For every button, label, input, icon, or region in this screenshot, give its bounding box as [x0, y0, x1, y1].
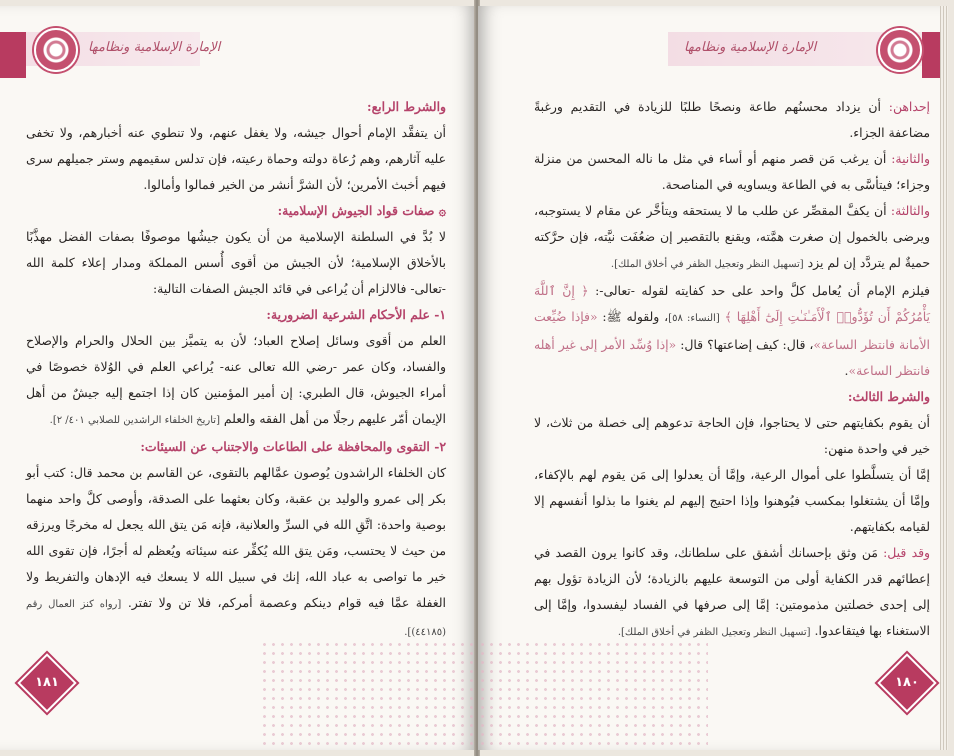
trust-quote-end: . — [844, 363, 849, 378]
third-outcome-text — [534, 198, 930, 278]
quran-verse-ref: [النساء: ٥٨] — [668, 313, 720, 324]
sharia-knowledge-ref: [تاريخ الخلفاء الراشدين للصلابي ٤٠١/ ٢]. — [49, 415, 220, 426]
heading-sharia-knowledge: ١- علم الأحكام الشرعية الضرورية: — [266, 307, 446, 322]
second-outcome-lead: والثانية: — [891, 151, 930, 166]
left-header-title: الإمارة الإسلامية ونظامها — [88, 40, 221, 55]
commanders-intro-text: لا بُدَّ في السلطنة الإسلامية من أن يكون جيشُها موصوفًا بصفات الفضل مهذَّبًا بالأخلاق الإسلامية؛ لأن الجيش من أقوى أُسس المملكة ومدار إعلاء كلمة الله -تعالى- فالالزام أن يُراعى في قائد الجيش الصفات التالية: — [26, 229, 446, 296]
saying-body: مَن وثق بإحسانك أشفق على سلطانك، وقد كانوا يرون القصد في إعطائهم قدر الكفاية أولى من التوسعة عليهم بالزيادة؛ لأن الزيادة تؤول بهم إلى إحدى خصلتين مذمومتين: إمَّا إلى صرفها في الفساد ليفسدوا، وإمَّا إلى الاستغناء بها فيتقاعدوا. — [534, 545, 930, 638]
first-outcome-lead: إحداهن: — [888, 99, 930, 114]
saying-lead: وقد قيل: — [883, 545, 930, 560]
piety-text — [26, 460, 446, 646]
sharia-knowledge-text — [26, 328, 446, 434]
right-header-seal-icon — [878, 28, 922, 72]
right-page-number-badge — [877, 653, 936, 712]
right-page-body — [534, 94, 930, 646]
left-page — [0, 6, 476, 750]
condition-three-heading: والشرط الثالث: — [847, 389, 930, 404]
hadith-question: ، قال: كيف إضاعتها؟ قال: — [680, 337, 814, 352]
three-traits-text: إمَّا أن يتسلَّطوا على أموال الرعية، وإمَّا أن يعدلوا إلى مَن يقوم لهم بالإكفاء، وإمَّا أن يشتغلوا بمكسب فيُوهنوا وإذا احتيج إليهم لم يغنوا ما بذلوا أنفسهم إلا لقيامه بكفايتهم. — [534, 467, 930, 534]
section-heading-commanders: ۞ صفات قواد الجيوش الإسلامية: — [277, 203, 446, 218]
hadith-quote-two: «إذا وُسِّد الأمر إلى غير أهله فانتظر الساعة» — [534, 337, 930, 378]
first-outcome-body: أن يزداد محسنُهم طاعة ونصحًا طلبًا للزيادة في التقديم ورغبةً مضاعفة الجزاء. — [534, 99, 930, 140]
third-outcome-lead: والثالثة: — [890, 203, 930, 218]
condition-three-text: أن يقوم بكفايتهم حتى لا يحتاجوا، فإن الحاجة تدعوهم إلى خصلة من ثلاث، لا خير في واحدة منهن: — [534, 415, 930, 456]
right-header-title: الإمارة الإسلامية ونظامها — [684, 40, 817, 55]
sharia-knowledge-body: العلم من أقوى وسائل إصلاح العباد؛ لأن به يتميَّز بين الحلال والحرام والإصلاح والفساد، وكان عمر -رضي الله تعالى عنه- يُراعي العلم في الوُلاة خصوصًا في أمراء الجيوش، قال الطبري: إن أمير المؤمنين كان إذا اجتمع إليه جيشٌ من أهل الإيمان أمّر عليهم رجلًا من أهل الفقه والعلم — [26, 333, 446, 426]
first-outcome-text — [534, 94, 930, 146]
trust-quote-paragraph — [534, 278, 930, 384]
left-header-tab — [0, 32, 26, 78]
right-page-header — [478, 32, 948, 66]
right-page-dot-pattern — [478, 640, 708, 750]
third-outcome-ref: [تسهيل النظر وتعجيل الظفر في أخلاق الملك]. — [610, 259, 804, 270]
second-outcome-body: أن يرغب مَن قصر منهم أو أساء في مثل ما ناله المحسن من منزلة وجزاء؛ فيتأسَّى به في الطاعة ويساويه في المناصحة. — [534, 151, 930, 192]
hadith-quote-one: «فإذا ضُيِّعت الأمانة فانتظر الساعة» — [534, 309, 930, 352]
trust-quote-intro: فيلزم الإمام أن يُعامل كلَّ واحد على حد كفايته لقوله -تعالى-: — [595, 283, 930, 298]
left-header-seal-icon — [34, 28, 78, 72]
saying-paragraph — [534, 540, 930, 646]
quran-verse: ﴿ إِنَّ ٱللَّهَ يَأْمُرُكُمْ أَن تُؤَدُّوا۟ ٱلْأَمَـٰنَـٰتِ إِلَىٰٓ أَهْلِهَا ﴾ — [534, 283, 930, 324]
third-outcome-body: أن يكفَّ المقصِّر عن طلب ما لا يستحقه ويتأخَّر عن مقام لا يستوجبه، ويرضى بالخمول إن صغرت همَّته، ويقنع بالتقصير إن ضعُفَت نيَّته، فإن حرَّكته حميةٌ لم يتردَّد إن لم يزد — [534, 203, 930, 270]
piety-body: كان الخلفاء الراشدون يُوصون عمَّالهم بالتقوى، عن القاسم بن محمد قال: كتب أبو بكر إلى عمرو والوليد بن عقبة، وكان بعثهما على الصدقة، وأوصى كلَّ واحد منهما بوصية واحدة: اتَّقِ الله في السرِّ والعلانية، فإنه مَن يتق الله يجعل له مخرجًا ويرزقه من حيث لا يحتسب، ومَن يتق الله يُكفِّر عنه سيئاته ويُعظم له أجرًا، فإن تقوى الله خير ما تواصى به عباد الله، إنك في سبيل الله لا يسعك فيه الإدهان والتفريط ولا الغفلة عمَّا فيه قوام دينكم وعصمة أمركم، فلا تن ولا تفتر. — [26, 465, 446, 610]
left-page-dot-pattern — [260, 640, 476, 750]
left-page-body — [26, 94, 446, 646]
left-page-number: ١٨١ — [35, 675, 59, 690]
right-page-number: ١٨٠ — [895, 675, 919, 690]
saying-ref: [تسهيل النظر وتعجيل الظفر في أخلاق الملك]. — [617, 627, 811, 638]
condition-four-text: أن يتفقَّد الإمام أحوال جيشه، ولا يغفل عنهم، ولا تنطوي عنه أخبارهم، ولا تخفى عليه آثارهم، وهم رُعاة دولته وحماة رعيته، فإن تدلس سقيمهم وستر جميلهم سرى فيهم أخبث الأمرين؛ لأن الشرَّ أنشر من الخير فمالوا وأمالوا. — [26, 125, 446, 192]
right-page — [478, 6, 948, 750]
piety-ref: [رواه كنز العمال رقم (٤٤١٨٥)]. — [26, 599, 446, 638]
left-page-number-badge — [17, 653, 76, 712]
page-stack-edge — [940, 6, 948, 750]
second-outcome-text — [534, 146, 930, 198]
hadith-intro: ، ولقوله ﷺ: — [602, 309, 669, 324]
heading-piety: ٢- التقوى والمحافظة على الطاعات والاجتناب عن السيئات: — [140, 439, 446, 454]
left-page-header — [0, 32, 476, 66]
condition-four-heading: والشرط الرابع: — [367, 99, 446, 114]
